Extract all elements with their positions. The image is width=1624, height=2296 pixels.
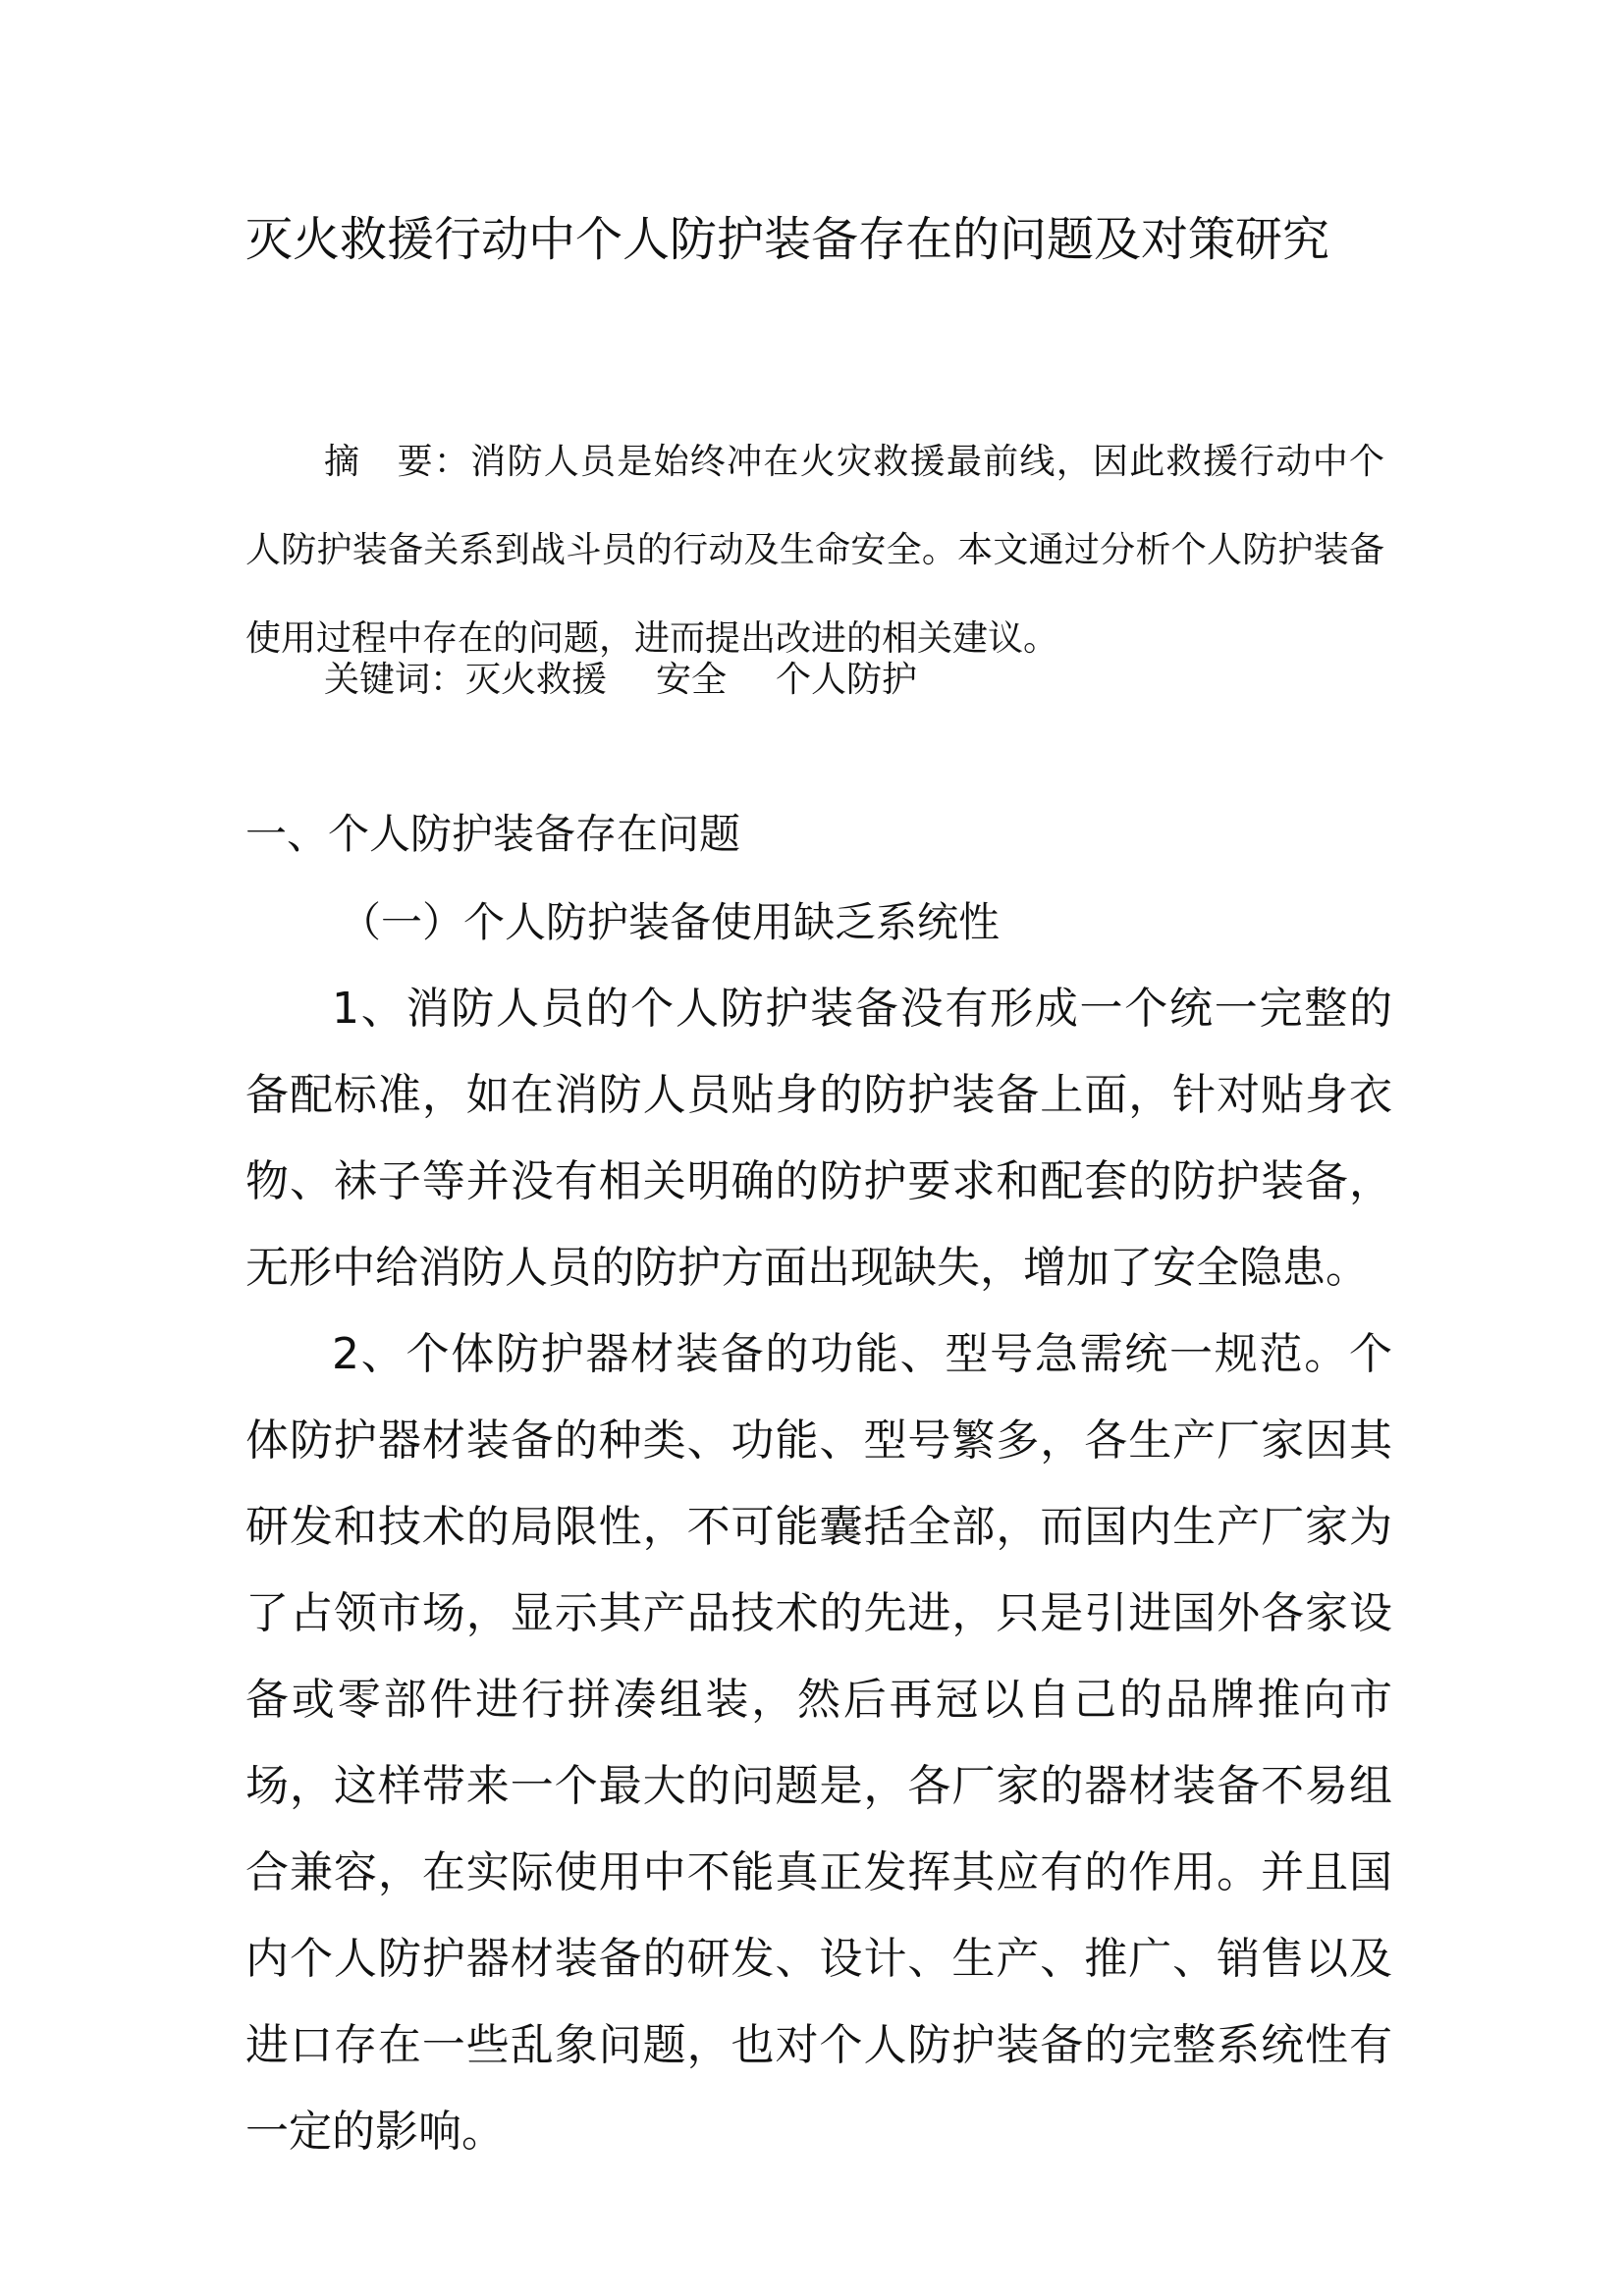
section-heading: 一、个人防护装备存在问题: [245, 810, 741, 858]
keyword-item: 个人防护: [776, 660, 918, 700]
abstract-label: 摘: [324, 442, 361, 482]
body-paragraph: 2、个体防护器材装备的功能、型号急需统一规范。个体防护器材装备的种类、功能、型号繁多，各生产厂家因其研发和技术的局限性，不可能囊括全部，而国内生产厂家为了占领市场，显示其产品技术的先进，只是引进国外各家设备或零部件进行拼凑组装，然后再冠以自己的品牌推向市场，这样带来一个最大的问题是，各厂家的器材装备不易组合兼容，在实际使用中不能真正发挥其应有的作用。并且国内个人防护器材装备的研发、设计、生产、推广、销售以及进口存在一些乱象问题，也对个人防护装备的完整系统性有一定的影响。: [245, 1329, 1392, 2157]
abstract-text: 消防人员是始终冲在火灾救援最前线，因此救援行动中个人防护装备关系到战斗员的行动及生命安全。本文通过分析个人防护装备使用过程中存在的问题，进而提出改进的相关建议。: [245, 442, 1384, 659]
document-title: 灭火救援行动中个人防护装备存在的问题及对策研究: [245, 212, 1330, 267]
abstract-label-tail: 要：: [396, 442, 471, 482]
abstract: [245, 418, 1384, 683]
keywords-label: 关键词：: [324, 660, 466, 700]
keyword-item: 安全: [656, 660, 728, 700]
subsection-heading: （一）个人防护装备使用缺乏系统性: [340, 898, 1001, 946]
keyword-item: 灭火救援: [465, 660, 608, 700]
body-paragraph: 1、消防人员的个人防护装备没有形成一个统一完整的备配标准，如在消防人员贴身的防护装备上面，针对贴身衣物、袜子等并没有相关明确的防护要求和配套的防护装备，无形中给消防人员的防护方面出现缺失，增加了安全隐患。: [245, 984, 1392, 1293]
keywords: [324, 656, 966, 705]
